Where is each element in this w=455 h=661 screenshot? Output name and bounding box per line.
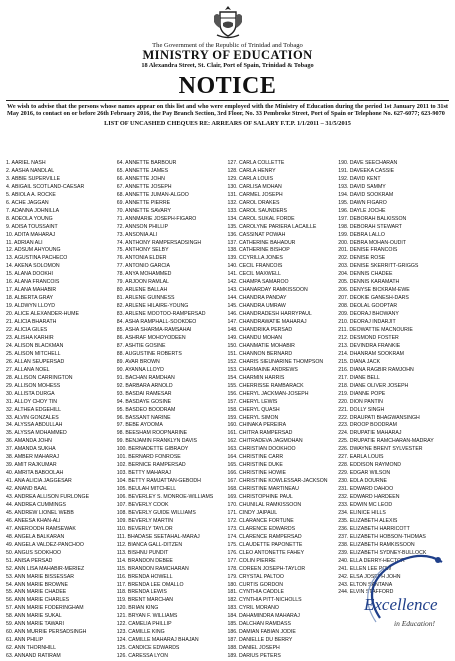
list-item: 110. BEVERLY TAYLOR (116, 525, 173, 532)
list-item: 159. CHERYL SIMON (227, 414, 279, 421)
list-item: 188. DANIEL JOSEPH (227, 645, 280, 652)
list-item: 186. DAMIAN FABIAN JODIE (227, 629, 296, 636)
list-item: 169. CHRISTOPHINE PAUL (227, 494, 293, 501)
intro-paragraph: We wish to advise that the persons whose names appear on this list and who were employed with the Ministry of Education during the period 1st January 2011 to 31st May 2016, to contact on or before 26th February 2016, the Pay Branch Section, 3rd Floor, No. 33 Pembroke Street, Port of Spain or Telephone No. 627-6077; 623-9070 (7, 103, 448, 118)
list-item: 165. CHRISTINE DUKE (227, 462, 283, 469)
list-item: 97. BEBE AYOOMA (116, 422, 163, 429)
list-item: 178. COREEN JOSEPH-TAYLOR (227, 565, 306, 572)
list-item: 122. CAMELIA PHILLIP (116, 621, 172, 628)
list-item: 236. ELIZABETH HARRICOTT (338, 525, 410, 532)
list-item: 193. DAVID SAMMY (338, 183, 386, 190)
list-item: 144. CHANDRA PANDAY (227, 295, 287, 302)
list-item: 184. DAHAMINDRA MAHARAJ (227, 613, 300, 620)
list-item: 185. DALCHAN RAMDASS (227, 621, 291, 628)
list-item: 71. ANNMARIE JOSEPH-FIGARO (116, 215, 197, 222)
list-item: 61. ANN PHILIP (6, 637, 44, 644)
list-item: 59. ANN MARIE TAWARI (6, 621, 64, 628)
list-item: 37. AMANDA SUKHA (6, 446, 56, 453)
list-item: 119. BRENT MARCHAN (116, 597, 174, 604)
list-item: 43. ANDREA ALLISON FURLONGE (6, 494, 90, 501)
list-item: 45. ANDREW LIONEL WEBB (6, 509, 74, 516)
list-item: 130. CARLISA MOHAN (227, 183, 282, 190)
list-item: 39. AMIT RAJKUMAR (6, 462, 57, 469)
list-item: 128. CARLA HENRY (227, 167, 276, 174)
list-item: 14. AKENA SOLOMON (6, 263, 60, 270)
list-item: 111. BHADASE SEETAHAL-MARAJ (116, 533, 200, 540)
list-item: 234. ELINICE HILLS (338, 509, 386, 516)
list-item: 129. CARLA LOUIS (227, 175, 274, 182)
list-item: 118. BRENDA LEWIS (116, 589, 167, 596)
excellence-swirl-icon (350, 548, 450, 636)
ministry-address: 18 Alexandra Street, St. Clair, Port of Spain, Trinidad & Tobago (141, 62, 314, 69)
list-item: 140. CECIL FRANCOIS (227, 263, 283, 270)
list-item: 26. ALLAN SEUPERSAD (6, 358, 65, 365)
list-item: 24. ALISON BLACKMAN (6, 342, 64, 349)
list-item: 117. BRENDA LEE OMALLO (116, 581, 184, 588)
list-item: 9. ADISA TOUSSAINT (6, 223, 58, 230)
list-item: 145. CHANDRA UMRAW (227, 303, 286, 310)
list-item: 220. DION PANTIN (338, 398, 383, 405)
list-item: 94. BASDAYE GOSINE (116, 398, 172, 405)
list-item: 227. EARLA LOUIS (338, 454, 384, 461)
list-item: 142. CHAMPA SAMAROO (227, 279, 289, 286)
list-item: 54. ANN MARIE BROWNE (6, 581, 68, 588)
list-item: 201. DENISE FRANCOIS (338, 247, 398, 254)
list-item: 89. AVAR BROWN (116, 358, 160, 365)
list-item: 84. ASHA RAMPHALL-SOOKDEO (116, 319, 197, 326)
list-item: 60. ANN MURRIE PERSADSINGH (6, 629, 87, 636)
list-item: 198. DEBORAH STEWART (338, 223, 402, 230)
list-item: 226. DWAYNE BRENT SYLVESTER (338, 446, 423, 453)
list-item: 10. ADITA MAHARAJ (6, 231, 56, 238)
excellence-wordmark: Excellence (364, 595, 438, 614)
list-item: 243. ELTON SANTANA (338, 581, 393, 588)
list-item: 80. ARLENE BALLAH (116, 287, 168, 294)
names-column-2 (116, 160, 228, 660)
list-item: 135. CAROLYNE PARIERA LACAILLE (227, 223, 317, 230)
list-item: 192. DAVID KENT (338, 175, 381, 182)
list-item: 214. DHANRAM SOOKRAM (338, 350, 404, 357)
list-item: 51. ANISA PERSAD (6, 557, 53, 564)
list-item: 137. CATHERINE BAHADUR (227, 239, 296, 246)
list-item: 87. ASHTIE GOSINE (116, 342, 166, 349)
list-item: 213. DEVINDRA FRANKIE (338, 342, 401, 349)
list-item: 70. ANNETTE SAVARY (116, 207, 171, 214)
list-item: 63. ANNAND RATIRAM (6, 653, 61, 660)
list-item: 75. ANTHONY SELBY (116, 247, 169, 254)
list-item: 36. AMANDA JOHN (6, 438, 52, 445)
list-item: 160. CHINAKA PEREIRA (227, 422, 287, 429)
list-item: 194. DAVID SOOKRAM (338, 191, 394, 198)
list-item: 22. ALICIA GILES (6, 327, 48, 334)
list-item: 91. BACHAN RAMDHAN (116, 374, 175, 381)
page-header (0, 0, 455, 99)
divider (6, 100, 449, 101)
list-item: 100. BERNADETTE GIBRAOY (116, 446, 189, 453)
list-item: 81. ARLENE GUINNESS (116, 295, 175, 302)
list-item: 240. ELLA DERRY-HECTOR (338, 557, 405, 564)
list-item: 149. CHANDU MOHAN (227, 334, 282, 341)
list-item: 105. BEULAH MITCHELL (116, 486, 177, 493)
list-item: 50. ANGUS SOOKHOO (6, 549, 62, 556)
list-item: 93. BASDAI RAMESAR (116, 390, 172, 397)
list-item: 115. BRANDON RAMCHARAN (116, 565, 189, 572)
list-item: 109. BEVERLY MARTIN (116, 517, 173, 524)
list-item: 67. ANNETTE JOSEPH (116, 183, 172, 190)
list-item: 41. ANA ALICIA JAGGESAR (6, 478, 72, 485)
list-item: 74. ANTHONY RAMPERSADSINGH (116, 239, 202, 246)
ministry-title: MINISTRY OF EDUCATION (142, 48, 313, 62)
list-item: 224. DRUPATIE MAHARAJ (338, 430, 402, 437)
list-item: 79. ARJOON RAMLAL (116, 279, 169, 286)
list-item: 49. ANGELA VALDEZ-PANCHOO (6, 541, 84, 548)
list-item: 58. ANN MARIE SUKAL (6, 613, 62, 620)
list-item: 125. CANDICE EDWARDS (116, 645, 180, 652)
list-item: 98. BEESHAM ROOPNARINE (116, 430, 188, 437)
list-item: 90. AYANNA LLOYD (116, 366, 164, 373)
list-item: 148. CHANDRIKA PERSAD (227, 327, 293, 334)
list-item: 107. BEVERLY COOK (116, 501, 169, 508)
list-item: 8. ADEOLA YOUNG (6, 215, 53, 222)
government-line: The Government of the Republic of Trinidad and Tobago (152, 42, 303, 49)
list-item: 6. ACHE JAGGAN (6, 199, 49, 206)
list-item: 48. ANGELA BALKARAN (6, 533, 65, 540)
list-item: 106. BEVERLEY S. MONROE-WILLIAMS (116, 494, 214, 501)
list-item: 66. ANNETTE JOHN (116, 175, 165, 182)
list-item: 179. CRYSTAL PALTOO (227, 573, 284, 580)
list-item: 158. CHERYL QUASH (227, 406, 280, 413)
list-item: 77. ANTONIO GARCIA (116, 263, 170, 270)
list-item: 237. ELIZABETH HOBSON-THOMAS (338, 533, 426, 540)
list-item: 153. CHARMAINE ANDREWS (227, 366, 298, 373)
list-item: 233. EDWIN MC LEOD (338, 501, 393, 508)
list-item: 218. DIANE OLIVER JOSEPH (338, 382, 409, 389)
list-item: 229. EDGAR WILSON (338, 470, 391, 477)
list-item: 176. CLEO ANTONETTE FAHEY (227, 549, 305, 556)
list-item: 215. DIANA JACK (338, 358, 381, 365)
list-item: 104. BETTY RAMJATTAN-GEBODH (116, 478, 201, 485)
list-item: 57. ANN MARIE FODERINGHAM (6, 605, 84, 612)
list-item: 73. ANSONIA ALI (116, 231, 158, 238)
list-title: LIST OF UNCASHED CHEQUES RE: ARREARS OF SALARY F.T.P. 1/1/2011 – 31/5/2015 (104, 119, 351, 127)
list-item: 1. AARIEL NASH (6, 160, 46, 166)
list-item: 163. CHRISTIAN DOOKHOO (227, 446, 296, 453)
list-item: 46. ANEESA KHAN-ALI (6, 517, 61, 524)
list-item: 19. ALDWYN LLOYD (6, 303, 56, 310)
list-item: 56. ANN MARIE CHARLES (6, 597, 70, 604)
list-item: 143. CHANARDAY RAMKISSOON (227, 287, 308, 294)
list-item: 170. CHUNILAL RAMKISSOON (227, 501, 302, 508)
list-item: 18. ALBERTA GRAY (6, 295, 53, 302)
list-item: 195. DAWN FIGARO (338, 199, 387, 206)
names-column-3 (227, 160, 339, 660)
list-item: 209. DEORAJ BHOWANY (338, 311, 399, 318)
list-item: 92. BARBARA ARNOLD (116, 382, 173, 389)
list-item: 102. BERNICE RAMPERSAD (116, 462, 186, 469)
list-item: 34. ALYSSA ABDULLAH (6, 422, 63, 429)
list-item: 211. DEOWATTIE MACNOURIE (338, 327, 413, 334)
list-item: 173. CLARENCE EDWARDS (227, 525, 296, 532)
list-item: 241. ELLEN LEE POW (338, 565, 392, 572)
list-item: 7. ADANNA JOHNILLA (6, 207, 60, 214)
list-item: 138. CATHERINE BISHOP (227, 247, 290, 254)
list-item: 152. CHARIS SIEUNARINE THOMPSON (227, 358, 324, 365)
list-item: 167. CHRISTINE KOWLESSAR-JACKSON (227, 478, 328, 485)
list-item: 156. CHERYL JACKMAN-JOSEPH (227, 390, 309, 397)
list-item: 83. ARLENE MOOTOO-RAMPERSAD (116, 311, 206, 318)
list-item: 124. CAMILLE MAHARAJ BHAJAN (116, 637, 199, 644)
list-item: 208. DEOLAL GOOPTAR (338, 303, 398, 310)
list-item: 197. DEBORAH BALKISSON (338, 215, 407, 222)
list-item: 207. DEOKIE GANESH-DARS (338, 295, 409, 302)
list-item: 200. DEBRA MOHAN-OUDIT (338, 239, 406, 246)
list-item: 202. DENISE ROSE (338, 255, 386, 262)
list-item: 120. BRIAN KING (116, 605, 159, 612)
list-item: 225. DRUPATIE RAMCHARAN-MADRAY (338, 438, 434, 445)
list-item: 113. BISHNU PUNDIT (116, 549, 169, 556)
list-item: 221. DOLLY SINGH (338, 406, 385, 413)
list-item: 52. ANN LISA MAHABIR-MERIEZ (6, 565, 85, 572)
list-item: 166. CHRISTINE HOWIE (227, 470, 287, 477)
list-item: 154. CHARMIN HARRIS (227, 374, 285, 381)
list-item: 212. DESMOND FOSTER (338, 334, 399, 341)
list-item: 219. DIANNE POPE (338, 390, 386, 397)
list-item: 231. EDWARD DAHOO (338, 486, 394, 493)
list-item: 238. ELIZABETH RAMKISSOON (338, 541, 415, 548)
list-item: 68. ANNETTE JUMAN-ALGOO (116, 191, 189, 198)
list-item: 20. ALICE ALEXANDER-HUME (6, 311, 79, 318)
list-item: 31. ALLOY CHOY TIN (6, 398, 58, 405)
list-item: 232. EDWARD HARDEEN (338, 494, 400, 501)
list-item: 65. ANNETTE JAMES (116, 167, 169, 174)
list-item: 47. ANEROODH RAMSEWAK (6, 525, 76, 532)
list-item: 206. DENYSE BICKRAM-EWE (338, 287, 410, 294)
list-item: 25. ALISON MITCHELL (6, 350, 61, 357)
list-item: 64. ANNETTE BARBOUR (116, 160, 177, 166)
list-item: 172. CLARANCE FORTUNE (227, 517, 294, 524)
list-item: 147. CHANDRAWATIE MAHARAJ (227, 319, 307, 326)
list-item: 199. DEBRA LALLO (338, 231, 385, 238)
list-item: 230. EDLA DOURNE (338, 478, 387, 485)
list-item: 95. BASDEO BOODRAM (116, 406, 176, 413)
list-item: 121. BRYAN F. WILLIAMS (116, 613, 178, 620)
list-item: 12. ADSUM AHYOUNG (6, 247, 61, 254)
list-item: 164. CHRISTINE CARR (227, 454, 284, 461)
list-item: 112. BIANCA GALL-DITZEN (116, 541, 183, 548)
list-item: 171. CINDY JAIPAUL (227, 509, 278, 516)
list-item: 17. ALANA MAHABIR (6, 287, 57, 294)
list-item: 168. CHRISTINE MARTINEAU (227, 486, 299, 493)
list-item: 21. ALICIA BHARATH (6, 319, 57, 326)
list-item: 114. BRANDON DEBEE (116, 557, 173, 564)
list-item: 146. CHANDRADESH HARRYPAUL (227, 311, 312, 318)
list-item: 191. DAVEEKA CASSIE (338, 167, 395, 174)
list-item: 216. DIANA RAGBIR RAMJOHN (338, 366, 414, 373)
list-item: 116. BRENDA HOWELL (116, 573, 173, 580)
list-item: 99. BENJAMIN FRANKLYN DAVIS (116, 438, 197, 445)
list-item: 223. DROOP BOODRAM (338, 422, 397, 429)
list-item: 141. CECIL MAXWELL (227, 271, 281, 278)
list-item: 127. CARLA COLLETTE (227, 160, 285, 166)
names-column-1 (6, 160, 117, 660)
list-item: 182. CYNTHIA PITT-NICHOLLS (227, 597, 302, 604)
list-item: 183. CYRIL MORANO (227, 605, 279, 612)
list-item: 72. ANNSON PHILLIP (116, 223, 169, 230)
list-item: 189. DARIUS PETERS (227, 653, 281, 660)
coat-of-arms-icon (211, 4, 245, 40)
list-item: 222. DRAUPATI BHAGWANSINGH (338, 414, 420, 421)
list-item: 88. AUGUSTINE ROBERTS (116, 350, 182, 357)
list-item: 180. CURTIS GORDON (227, 581, 284, 588)
list-item: 40. AMRITA BABOOLAH (6, 470, 64, 477)
list-item: 5. ABIOLA A. ROCKE (6, 191, 56, 198)
excellence-logo (350, 548, 450, 636)
list-item: 150. CHANMATIE MOHABIR (227, 342, 295, 349)
list-item: 76. ANTONIA ELDER (116, 255, 167, 262)
list-item: 33. ALVIN GONZALES (6, 414, 59, 421)
list-item: 3. ABBIE SUPERVILLE (6, 175, 61, 182)
list-item: 210. DEORAJ INDARJIT (338, 319, 396, 326)
list-item: 96. BASSANT NARINE (116, 414, 171, 421)
list-item: 69. ANNETTE PIERRE (116, 199, 171, 206)
list-item: 62. ANN THORNHILL (6, 645, 57, 652)
list-item: 4. ABIGAIL SCOTLAND-CAESAR (6, 183, 85, 190)
list-item: 136. CASSINAT POWAH (227, 231, 286, 238)
list-item: 187. DANIELLE DU BERRY (227, 637, 293, 644)
list-item: 101. BERNARD FONROSE (116, 454, 181, 461)
list-item: 151. CHANNON BERNARD (227, 350, 293, 357)
list-item: 190. DAVE SEECHARAN (338, 160, 398, 166)
list-item: 28. ALLISON CARRINGTON (6, 374, 73, 381)
list-item: 2. AASHA NANDLAL (6, 167, 55, 174)
list-item: 35. ALYSSA MOHAMMED (6, 430, 67, 437)
list-item: 16. ALANA FRANCOIS (6, 279, 60, 286)
list-item: 155. CHERRISSE RAMBARACK (227, 382, 304, 389)
list-item: 239. ELIZABETH SYDNEY-BULLOCK (338, 549, 427, 556)
list-item: 13. AGUSTINA PACHECO (6, 255, 68, 262)
list-item: 181. CYNTHIA CADDLE (227, 589, 285, 596)
list-item: 44. ANDREA CUMMINGS (6, 501, 66, 508)
list-item: 103. BETTY MAHARAJ (116, 470, 172, 477)
list-item: 82. ARLENE HILAIRE-YOUNG (116, 303, 189, 310)
excellence-tagline: in Education! (394, 619, 436, 628)
list-item: 38. AMBER MAHARAJ (6, 454, 60, 461)
list-item: 27. ALLANA NOEL (6, 366, 50, 373)
list-item: 162. CHITRADEVA JAGMOHAN (227, 438, 303, 445)
list-item: 85. ASHA SHARMA-RAMSAHAI (116, 327, 192, 334)
list-item: 108. BEVERLY GUIDE WILLIAMS (116, 509, 196, 516)
list-item: 203. DENISE SKERRITT-GRIGGS (338, 263, 419, 270)
list-item: 161. CHITRA RAMPERSAD (227, 430, 293, 437)
list-item: 32. ALTHEA EDGEHILL (6, 406, 61, 413)
list-item: 23. ALISHA KARHIR (6, 334, 54, 341)
list-item: 217. DIANE BELL (338, 374, 380, 381)
list-item: 196. DAYLE JOCHE (338, 207, 386, 214)
list-item: 204. DENNIS CHADEE (338, 271, 393, 278)
list-item: 228. EDDISON RAYMOND (338, 462, 401, 469)
list-item: 42. ANAND BAAL (6, 486, 48, 493)
list-item: 123. CAMILLE KING (116, 629, 165, 636)
list-item: 139. CCYRILLA JONES (227, 255, 283, 262)
list-item: 78. ANYA MOHAMMED (116, 271, 172, 278)
list-item: 55. ANN MARIE CHADEE (6, 589, 67, 596)
list-item: 177. COLIN PIERRE (227, 557, 276, 564)
list-item: 11. ADRIAN ALI (6, 239, 43, 246)
list-item: 131. CARMEL JOSEPH (227, 191, 283, 198)
list-item: 133. CAROL SAUNDERS (227, 207, 287, 214)
list-item: 235. ELIZABETH ALEXIS (338, 517, 398, 524)
list-item: 132. CAROL DRAKES (227, 199, 280, 206)
list-item: 174. CLARENCE RAMPERSAD (227, 533, 302, 540)
list-item: 30. ALLISTA DURGA (6, 390, 55, 397)
list-item: 29. ALLISON MOHESS (6, 382, 61, 389)
notice-heading: NOTICE (178, 73, 277, 99)
list-item: 205. DENNIS KARAMATH (338, 279, 400, 286)
list-item: 53. ANN MARIE BISSESSAR (6, 573, 75, 580)
list-item: 86. ASHRAF MOHOYODEEN (116, 334, 186, 341)
list-item: 15. ALANA DOOKHI (6, 271, 53, 278)
list-item: 157. CHERYL LEWIS (227, 398, 278, 405)
list-item: 242. ELSA JOSEPH JOHN (338, 573, 401, 580)
list-item: 175. CLAUDETTE PAPONETTE (227, 541, 303, 548)
list-item: 134. CAROL SUKAL FORDE (227, 215, 295, 222)
list-item: 126. CARESSA LYON (116, 653, 168, 660)
list-item: 244. ELVIN STAFFORD (338, 589, 394, 596)
